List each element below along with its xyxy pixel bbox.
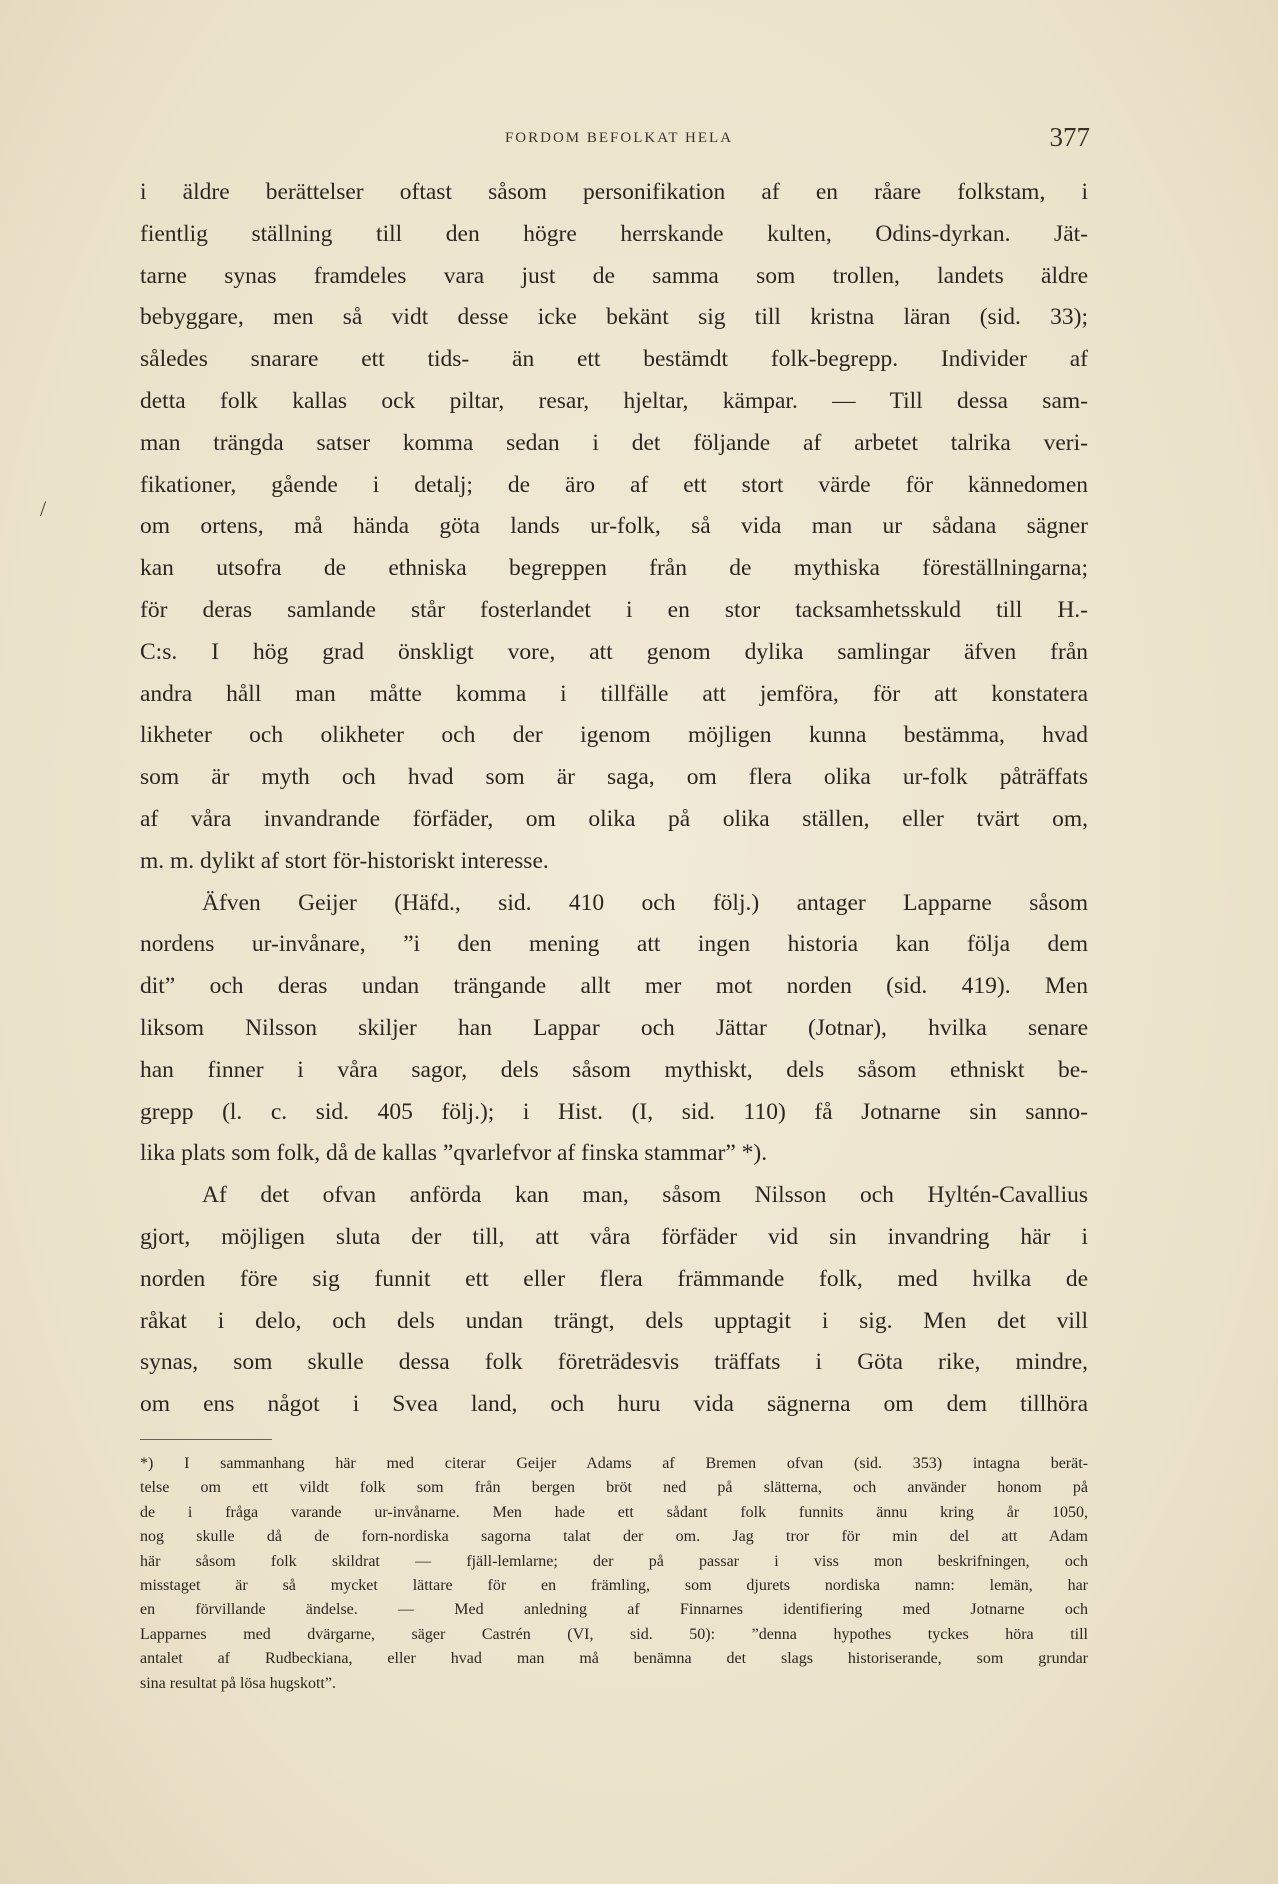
text-line: bebyggare, men så vidt desse icke bekänt sig till kristna läran (sid. 33); [140,304,1088,331]
text-line: nordens ur-invånare, ”i den mening att ingen historia kan följa dem [140,931,1088,958]
text-line: således snarare ett tids- än ett bestämdt folk-begrepp. Individer af [140,346,1088,373]
footnote-line: Lapparnes med dvärgarne, säger Castrén (VI, sid. 50): ”denna hypothes tyckes höra till [140,1625,1088,1643]
footnote-line: sina resultat på lösa hugskott”. [140,1674,336,1692]
text-line: för deras samlande står fosterlandet i en stor tacksamhetsskuld till H.- [140,596,1088,623]
footnote-line: antalet af Rudbeckiana, eller hvad man må benämna det slags historiserande, som grundar [140,1650,1088,1668]
running-title: FORDOM BEFOLKAT HELA [504,130,734,146]
text-line: C:s. I hög grad önskligt vore, att genom dylika samlingar äfven från [140,638,1088,665]
footnote-line: nog skulle då de forn-nordiska sagorna talat der om. Jag tror för min del att Adam [140,1528,1088,1546]
text-line: fientlig ställning till den högre herrskande kulten, Odins-dyrkan. Jät- [140,220,1088,247]
body-text [140,172,1088,1426]
text-line: råkat i delo, och dels undan trängt, dels upptagit i sig. Men det vill [140,1307,1088,1334]
text-line: tarne synas framdeles vara just de samma som trollen, landets äldre [140,262,1088,289]
text-line: dit” och deras undan trängande allt mer mot norden (sid. 419). Men [140,973,1088,1000]
text-line: m. m. dylikt af stort för-historiskt interesse. [140,847,549,874]
footnote-line: en förvillande ändelse. — Med anledning af Finnarnes identifiering med Jotnarne och [140,1601,1088,1619]
text-line: norden före sig funnit ett eller flera främmande folk, med hvilka de [140,1265,1088,1292]
text-line: detta folk kallas ock piltar, resar, hjeltar, kämpar. — Till dessa sam- [140,387,1088,414]
text-line: man trängda satser komma sedan i det följande af arbetet talrika veri- [140,429,1088,456]
text-line: andra håll man måtte komma i tillfälle att jemföra, för att konstatera [140,680,1088,707]
margin-pencil-mark: / [40,496,47,521]
text-line: om ortens, må hända göta lands ur-folk, så vida man ur sådana sägner [140,513,1088,540]
text-line: gjort, möjligen sluta der till, att våra förfäder vid sin invandring här i [140,1223,1088,1250]
text-line: i äldre berättelser oftast såsom personifikation af en råare folkstam, i [140,179,1088,205]
paragraph-start-line: Af det ofvan anförda kan man, såsom Nilsson och Hyltén-Cavallius [202,1182,1088,1209]
page-header [140,122,1098,158]
text-line: han finner i våra sagor, dels såsom mythiskt, dels såsom ethniskt be- [140,1056,1088,1083]
footnote-line: telse om ett vildt folk som från bergen bröt ned på slätterna, och använder honom på [140,1479,1088,1497]
footnote-line: misstaget är så mycket lättare för en främling, som djurets nordiska namn: lemän, har [140,1576,1088,1594]
footnote-line: här såsom folk skildrat — fjäll-lemlarne; der på passar i viss mon beskrifningen, och [140,1552,1088,1570]
text-line: kan utsofra de ethniska begreppen från de mythiska föreställningarna; [140,555,1088,582]
text-line: fikationer, gående i detalj; de äro af ett stort värde för kännedomen [140,471,1088,498]
paragraph-start-line: Äfven Geijer (Häfd., sid. 410 och följ.) antager Lapparne såsom [202,889,1088,916]
footnote [140,1452,1088,1696]
text-line: lika plats som folk, då de kallas ”qvarlefvor af finska stammar” *). [140,1140,768,1167]
footnote-divider [140,1439,272,1440]
text-line: likheter och olikheter och der igenom möjligen kunna bestämma, hvad [140,722,1088,749]
footnote-line: *) I sammanhang här med citerar Geijer Adams af Bremen ofvan (sid. 353) intagna berät- [140,1455,1088,1472]
text-line: som är myth och hvad som är saga, om flera olika ur-folk påträffats [140,764,1088,791]
text-line: synas, som skulle dessa folk företrädesvis träffats i Göta rike, mindre, [140,1349,1088,1376]
page-number: 377 [1049,122,1090,152]
footnote-line: de i fråga varande ur-invånarne. Men hade ett sådant folk funnits ännu kring år 1050, [140,1503,1088,1521]
text-line: om ens något i Svea land, och huru vida sägnerna om dem tillhöra [140,1391,1088,1418]
text-line: grepp (l. c. sid. 405 följ.); i Hist. (I, sid. 110) få Jotnarne sin sanno- [140,1098,1088,1125]
text-line: af våra invandrande förfäder, om olika på olika ställen, eller tvärt om, [140,805,1088,832]
text-line: liksom Nilsson skiljer han Lappar och Jättar (Jotnar), hvilka senare [140,1014,1088,1041]
